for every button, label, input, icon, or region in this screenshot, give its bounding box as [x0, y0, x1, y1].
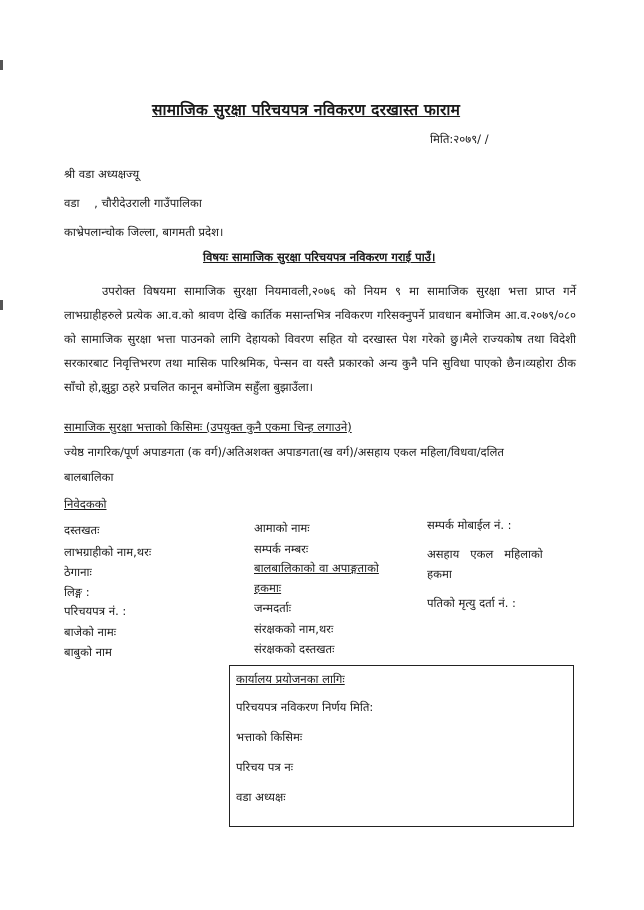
ward-chair-field: वडा अध्यक्षः	[236, 790, 286, 804]
contact-number-field: सम्पर्क नम्बरः	[254, 542, 309, 556]
scan-edge-mark	[0, 60, 3, 70]
father-name-field: बाबुको नाम	[64, 645, 112, 659]
office-use-heading: कार्यालय प्रयोजनका लागिः	[236, 672, 345, 686]
allowance-types-line2: बालबालिका	[64, 470, 114, 484]
birth-registration-field: जन्मदर्ताः	[254, 601, 292, 615]
allowance-type-heading: सामाजिक सुरक्षा भत्ताको किसिमः (उपयुक्त कुनै एकमा चिन्ह लगाउने)	[64, 420, 352, 434]
addressee: श्री वडा अध्यक्षज्यू	[64, 167, 140, 181]
gender-field: लिङ्ग :	[64, 585, 90, 599]
guardian-signature-field: संरक्षकको दस्तखतः	[254, 642, 335, 656]
form-date: मिति:२०७९/ /	[430, 132, 489, 146]
address-field: ठेगानाः	[64, 565, 92, 579]
child-disability-heading: बालबालिकाको वा अपाङ्गताको	[254, 561, 379, 575]
id-card-number-field: परिचयपत्र नं. :	[64, 604, 127, 618]
child-disability-heading-2: हकमाः	[254, 581, 282, 595]
form-title: सामाजिक सुरक्षा परिचयपत्र नविकरण दरखास्त फाराम	[152, 101, 461, 119]
beneficiary-name-field: लाभग्राहीको नाम,थरः	[64, 545, 152, 559]
allowance-types-line1: ज्येष्ठ नागरिक/पूर्ण अपाङगता (क वर्ग)/अतिअशक्त अपाङगता(ख वर्ग)/असहाय एकल महिला/विधवा/दलित	[64, 445, 504, 459]
single-woman-heading: असहाय एकल महिलाको	[427, 547, 543, 561]
grandfather-name-field: बाजेको नामः	[64, 625, 117, 639]
applicant-heading: निवेदकको	[64, 497, 107, 511]
mobile-number-field: सम्पर्क मोबाईल नं. :	[427, 518, 512, 532]
husband-death-registration-field: पतिको मृत्यु दर्ता नं. :	[427, 596, 516, 610]
signature-field: दस्तखतः	[64, 523, 100, 537]
guardian-name-field: संरक्षकको नाम,थरः	[254, 622, 334, 636]
body-paragraph	[64, 279, 576, 399]
single-woman-heading-2: हकमा	[427, 567, 452, 581]
scan-edge-mark	[0, 300, 3, 310]
office-use-box	[229, 665, 574, 827]
office-id-number-field: परिचय पत्र नः	[236, 760, 294, 774]
district-line: काभ्रेपलान्चोक जिल्ला, बागमती प्रदेश।	[64, 225, 224, 239]
renewal-decision-date-field: परिचयपत्र नविकरण निर्णय मिति:	[236, 700, 374, 714]
ward-line: वडा , चौरीदेउराली गाउँपालिका	[64, 196, 202, 210]
mother-name-field: आमाको नामः	[254, 521, 310, 535]
subject-line: विषयः सामाजिक सुरक्षा परिचयपत्र नविकरण गराई पाउँ।	[203, 250, 436, 264]
body-text: उपरोक्त विषयमा सामाजिक सुरक्षा नियमावली,२०७६ को नियम ९ मा सामाजिक सुरक्षा भत्ता प्राप्त गर्ने लाभग्राहीहरुले प्रत्येक आ.व.को श्रावण देखि कार्तिक मसान्तभित्र नविकरण गरिसक्नुपर्ने प्रावधान बमोजिम आ.व.२०७९/०८० को सामाजिक सुरक्षा भत्ता पाउनको लागि देहायको विवरण सहित यो दरखास्त पेश गरेको छु।मैले राज्यकोष तथा विदेशी सरकारबाट निवृत्तिभरण तथा मासिक पारिश्रमिक, पेन्सन वा यस्तै प्रकारको अन्य कुनै पनि सुविधा पाएको छैन।व्यहोरा ठीक साँचो हो,झुट्ठा ठहरे प्रचलित कानून बमोजिम सहुँला बुझाउँला।	[64, 284, 576, 394]
office-allowance-type-field: भत्ताको किसिमः	[236, 730, 303, 744]
